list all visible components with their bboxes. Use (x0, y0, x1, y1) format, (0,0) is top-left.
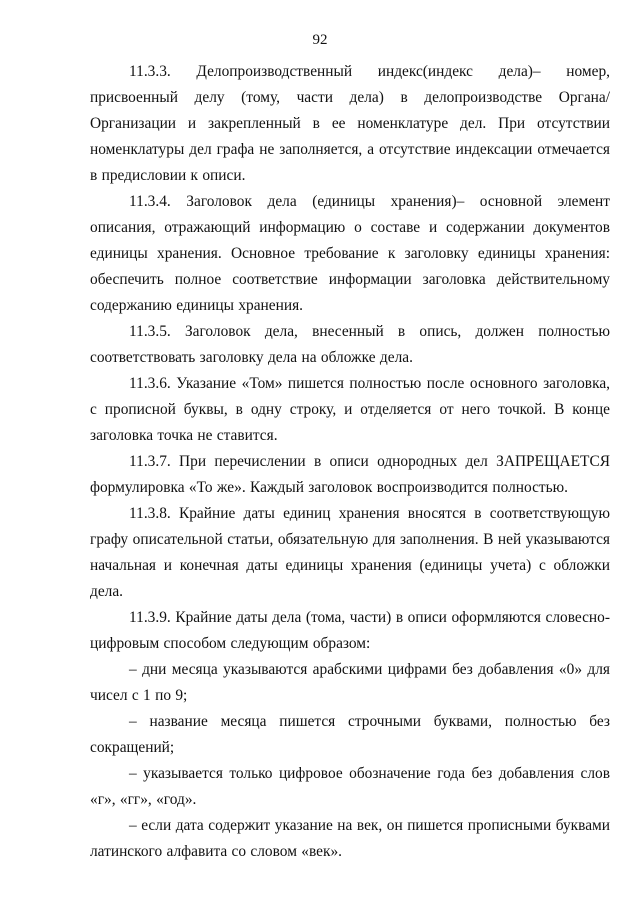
paragraph-11-3-3: 11.3.3. Делопроизводственный индекс(индекс дела)– номер, присвоенный делу (тому, части дела) в делопроизводстве Органа/Организации и закрепленный в ее номенклатуре дел. При отсутствии номенклатуры дел графа не заполняется, а отсутствие индексации отмечается в предисловии к описи. (90, 63, 610, 184)
paragraph-11-3-5: 11.3.5. Заголовок дела, внесенный в опись, должен полностью соответствовать заголовку дела на обложке дела. (90, 323, 610, 366)
page-number: 92 (312, 32, 328, 48)
paragraph-11-3-7: 11.3.7. При перечислении в описи однородных дел ЗАПРЕЩАЕТСЯ формулировка «То же». Каждый заголовок воспроизводится полностью. (90, 453, 610, 496)
list-item-days: – дни месяца указываются арабскими цифрами без добавления «0» для чисел с 1 по 9; (90, 661, 610, 704)
paragraph-11-3-9: 11.3.9. Крайние даты дела (тома, части) в описи оформляются словесно-цифровым способом следующим образом: (90, 609, 610, 652)
list-item-year: – указывается только цифровое обозначение года без добавления слов «г», «гг», «год». (90, 765, 610, 808)
list-item-century: – если дата содержит указание на век, он пишется прописными буквами латинского алфавита со словом «век». (90, 817, 610, 860)
paragraph-11-3-4: 11.3.4. Заголовок дела (единицы хранения)– основной элемент описания, отражающий информацию о составе и содержании документов единицы хранения. Основное требование к заголовку единицы хранения: обеспечить полное соответствие информации заголовка действительному содержанию единицы хранения. (90, 193, 610, 314)
list-item-month: – название месяца пишется строчными буквами, полностью без сокращений; (90, 713, 610, 756)
document-body (90, 59, 610, 865)
paragraph-11-3-6: 11.3.6. Указание «Том» пишется полностью после основного заголовка, с прописной буквы, в одну строку, и отделяется от него точкой. В конце заголовка точка не ставится. (90, 375, 610, 444)
paragraph-11-3-8: 11.3.8. Крайние даты единиц хранения вносятся в соответствующую графу описательной статьи, обязательную для заполнения. В ней указываются начальная и конечная даты единицы хранения (единицы учета) с обложки дела. (90, 505, 610, 600)
